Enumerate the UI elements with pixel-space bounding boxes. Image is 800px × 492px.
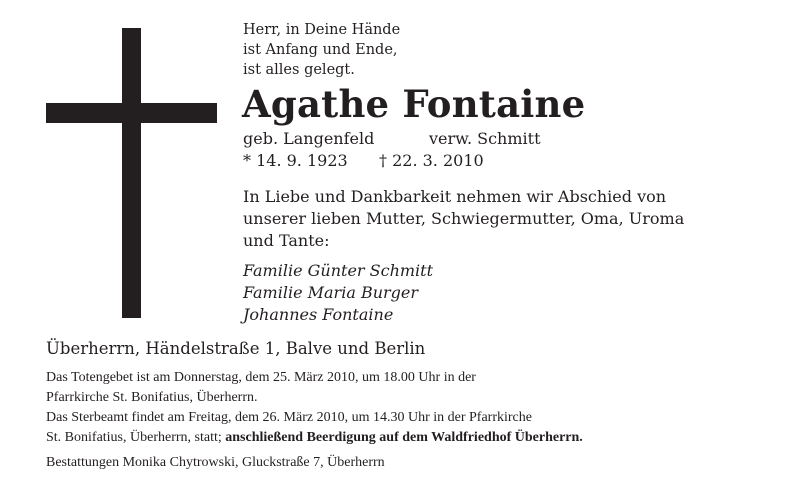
farewell-line: In Liebe und Dankbarkeit nehmen wir Abschied von [243,187,667,206]
undertaker: Bestattungen Monika Chytrowski, Gluckstraße 7, Überherrn [46,455,385,470]
widowed-name: verw. Schmitt [429,129,541,148]
details-line: Pfarrkirche St. Bonifatius, Überherrn. [46,390,258,405]
details-line: Das Totengebet ist am Donnerstag, dem 25. März 2010, um 18.00 Uhr in der [46,370,476,385]
birth-name: geb. Langenfeld [243,129,375,148]
verse-line: ist alles gelegt. [243,62,355,78]
mourner: Familie Maria Burger [243,283,419,302]
verse-line: Herr, in Deine Hände [243,22,401,38]
verse-line: ist Anfang und Ende, [243,42,398,58]
details-regular: St. Bonifatius, Überherrn, statt; [46,430,226,445]
cross-vertical-bar [122,28,141,318]
details-line: Das Sterbeamt findet am Freitag, dem 26. März 2010, um 14.30 Uhr in der Pfarrkirche [46,410,532,425]
birth-date: * 14. 9. 1923 [243,151,348,170]
death-date: † 22. 3. 2010 [379,151,484,170]
service-details [46,368,583,448]
farewell-line: und Tante: [243,231,330,250]
mourner: Johannes Fontaine [243,305,394,324]
burial-info: anschließend Beerdigung auf dem Waldfriedhof Überherrn. [225,430,583,445]
farewell-text [243,186,684,252]
cross-horizontal-bar [46,103,217,123]
family-address: Überherrn, Händelstraße 1, Balve und Berlin [46,339,426,358]
deceased-name: Agathe Fontaine [242,82,586,126]
mourners-list [243,260,433,326]
mourner: Familie Günter Schmitt [243,261,434,280]
farewell-line: unserer lieben Mutter, Schwiegermutter, Oma, Uroma [243,209,685,228]
details-line [46,428,583,448]
bible-verse [243,20,400,80]
